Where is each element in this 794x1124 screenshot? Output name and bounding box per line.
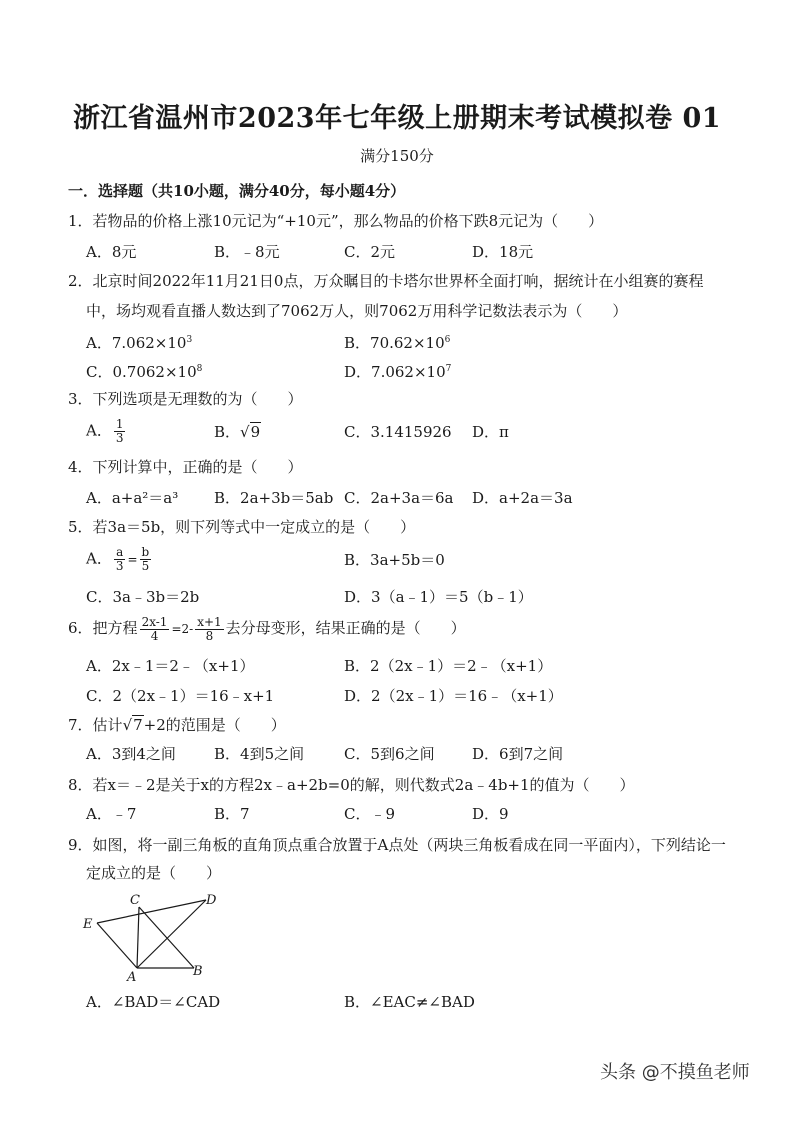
option-a: A． $\frac{1}{3}$ bbox=[86, 417, 124, 445]
option-c: C．3.1415926 bbox=[344, 423, 452, 441]
question-2 bbox=[68, 266, 733, 296]
question-number: 9． bbox=[68, 836, 93, 854]
label-b: B bbox=[193, 964, 203, 979]
page-subtitle: 满分150分 bbox=[360, 147, 434, 165]
label-c: C bbox=[130, 893, 140, 908]
option-a: A．8元 bbox=[86, 243, 137, 261]
section-heading: 一．选择题（共10小题，满分40分，每小题4分） bbox=[68, 182, 406, 200]
option-c: C．5到6之间 bbox=[344, 745, 435, 763]
question-number: 3． bbox=[68, 390, 93, 408]
question-text-line2: 中，场均观看直播人数达到了7062万人，则7062万用科学记数法表示为（ ） bbox=[86, 302, 628, 320]
option-a: A．$7.062\times 10^3$ bbox=[86, 334, 193, 352]
option-b: B．2a+3b＝5ab bbox=[214, 489, 334, 507]
option-d: D．3（a﹣1）＝5（b﹣1） bbox=[344, 588, 533, 606]
option-d: D．π bbox=[472, 423, 509, 441]
label-a: A bbox=[127, 970, 137, 985]
fraction: $\frac{2x-1}{4}$ bbox=[141, 614, 168, 643]
question-text-line1: 如图，将一副三角板的直角顶点重合放置于A点处（两块三角板看成在同一平面内），下列结论一 bbox=[92, 836, 726, 854]
option-b: B．﹣8元 bbox=[214, 243, 280, 261]
option-b: B．∠EAC≠∠BAD bbox=[344, 993, 475, 1011]
question-number: 7． bbox=[68, 716, 93, 734]
option-a: A．3到4之间 bbox=[86, 745, 176, 763]
option-c: C．2（2x﹣1）＝16﹣x+1 bbox=[86, 687, 275, 705]
triangle-figure bbox=[80, 890, 230, 985]
page-title: 浙江省温州市2023年七年级上册期末考试模拟卷 01 bbox=[72, 103, 722, 134]
question-text-line2: 定成立的是（ ） bbox=[86, 864, 222, 882]
option-a: A． $\frac{a}{3}$ = $\frac{b}{5}$ bbox=[86, 545, 150, 573]
question-9-line2 bbox=[86, 858, 751, 888]
option-c: C．2元 bbox=[344, 243, 396, 261]
segment-ac bbox=[137, 907, 139, 968]
question-number: 1． bbox=[68, 212, 93, 230]
question-2-line2 bbox=[86, 296, 751, 326]
question-5 bbox=[68, 512, 733, 542]
question-7: 7．估计√7+2的范围是（ ） bbox=[68, 716, 286, 734]
question-4 bbox=[68, 452, 733, 482]
fraction: $\frac{b}{5}$ bbox=[141, 545, 150, 573]
question-1 bbox=[68, 206, 733, 236]
option-c: C．﹣9 bbox=[344, 805, 396, 823]
option-a: A．﹣7 bbox=[86, 805, 137, 823]
option-b: B．√9 bbox=[214, 423, 261, 441]
segment-ed bbox=[97, 900, 206, 923]
option-d: D．$7.062\times 10^7$ bbox=[344, 363, 452, 381]
option-c: C．2a+3a＝6a bbox=[344, 489, 454, 507]
question-text: 若3a＝5b，则下列等式中一定成立的是（ ） bbox=[92, 518, 416, 536]
question-number: 6． bbox=[68, 619, 93, 637]
option-b: B．7 bbox=[214, 805, 250, 823]
option-c: C．3a﹣3b＝2b bbox=[86, 588, 200, 606]
question-3 bbox=[68, 384, 733, 414]
sqrt-icon: √ bbox=[122, 716, 133, 734]
option-a: A．∠BAD＝∠CAD bbox=[86, 993, 221, 1011]
question-9 bbox=[68, 830, 733, 860]
option-b: B．4到5之间 bbox=[214, 745, 305, 763]
option-d: D．a+2a＝3a bbox=[472, 489, 573, 507]
segment-cb bbox=[139, 907, 194, 968]
segment-ae bbox=[97, 923, 137, 968]
question-number: 2． bbox=[68, 272, 93, 290]
segment-da bbox=[137, 900, 206, 968]
option-d: D．6到7之间 bbox=[472, 745, 564, 763]
question-text-line1: 北京时间2022年11月21日0点，万众瞩目的卡塔尔世界杯全面打响，据统计在小组赛的赛程 bbox=[92, 272, 704, 290]
label-e: E bbox=[83, 917, 93, 932]
watermark-text: 头条 @不摸鱼老师 bbox=[600, 1062, 750, 1083]
sqrt-icon: √ bbox=[240, 423, 250, 441]
fraction: $\frac{1}{3}$ bbox=[115, 417, 124, 445]
option-c: C．$0.7062\times 10^8$ bbox=[86, 363, 203, 381]
option-d: D．18元 bbox=[472, 243, 534, 261]
question-text: 若x＝﹣2是关于x的方程2x﹣a+2b=0的解，则代数式2a﹣4b+1的值为（ ） bbox=[92, 776, 635, 794]
label-d: D bbox=[206, 893, 217, 908]
question-8 bbox=[68, 770, 733, 800]
question-number: 8． bbox=[68, 776, 93, 794]
option-a: A．a+a²＝a³ bbox=[86, 489, 179, 507]
question-text: 下列计算中，正确的是（ ） bbox=[92, 458, 303, 476]
fraction: $\frac{a}{3}$ bbox=[115, 545, 124, 573]
option-d: D．2（2x﹣1）＝16﹣（x+1） bbox=[344, 687, 563, 705]
fraction: $\frac{x+1}{8}$ bbox=[197, 614, 222, 643]
question-number: 5． bbox=[68, 518, 93, 536]
question-number: 4． bbox=[68, 458, 93, 476]
option-b: B．2（2x﹣1）＝2﹣（x+1） bbox=[344, 657, 553, 675]
question-text: 若物品的价格上涨10元记为“+10元”，那么物品的价格下跌8元记为（ ） bbox=[92, 212, 604, 230]
question-6: 6．把方程 $\frac{2x-1}{4}$ =2- $\frac{x+1}{8}$ 去分母变形，结果正确的是（ ） bbox=[68, 614, 466, 643]
option-d: D．9 bbox=[472, 805, 509, 823]
option-b: B．$70.62\times 10^6$ bbox=[344, 334, 451, 352]
question-text: 下列选项是无理数的为（ ） bbox=[92, 390, 303, 408]
option-a: A．2x﹣1＝2﹣（x+1） bbox=[86, 657, 255, 675]
option-b: B．3a+5b＝0 bbox=[344, 551, 445, 569]
